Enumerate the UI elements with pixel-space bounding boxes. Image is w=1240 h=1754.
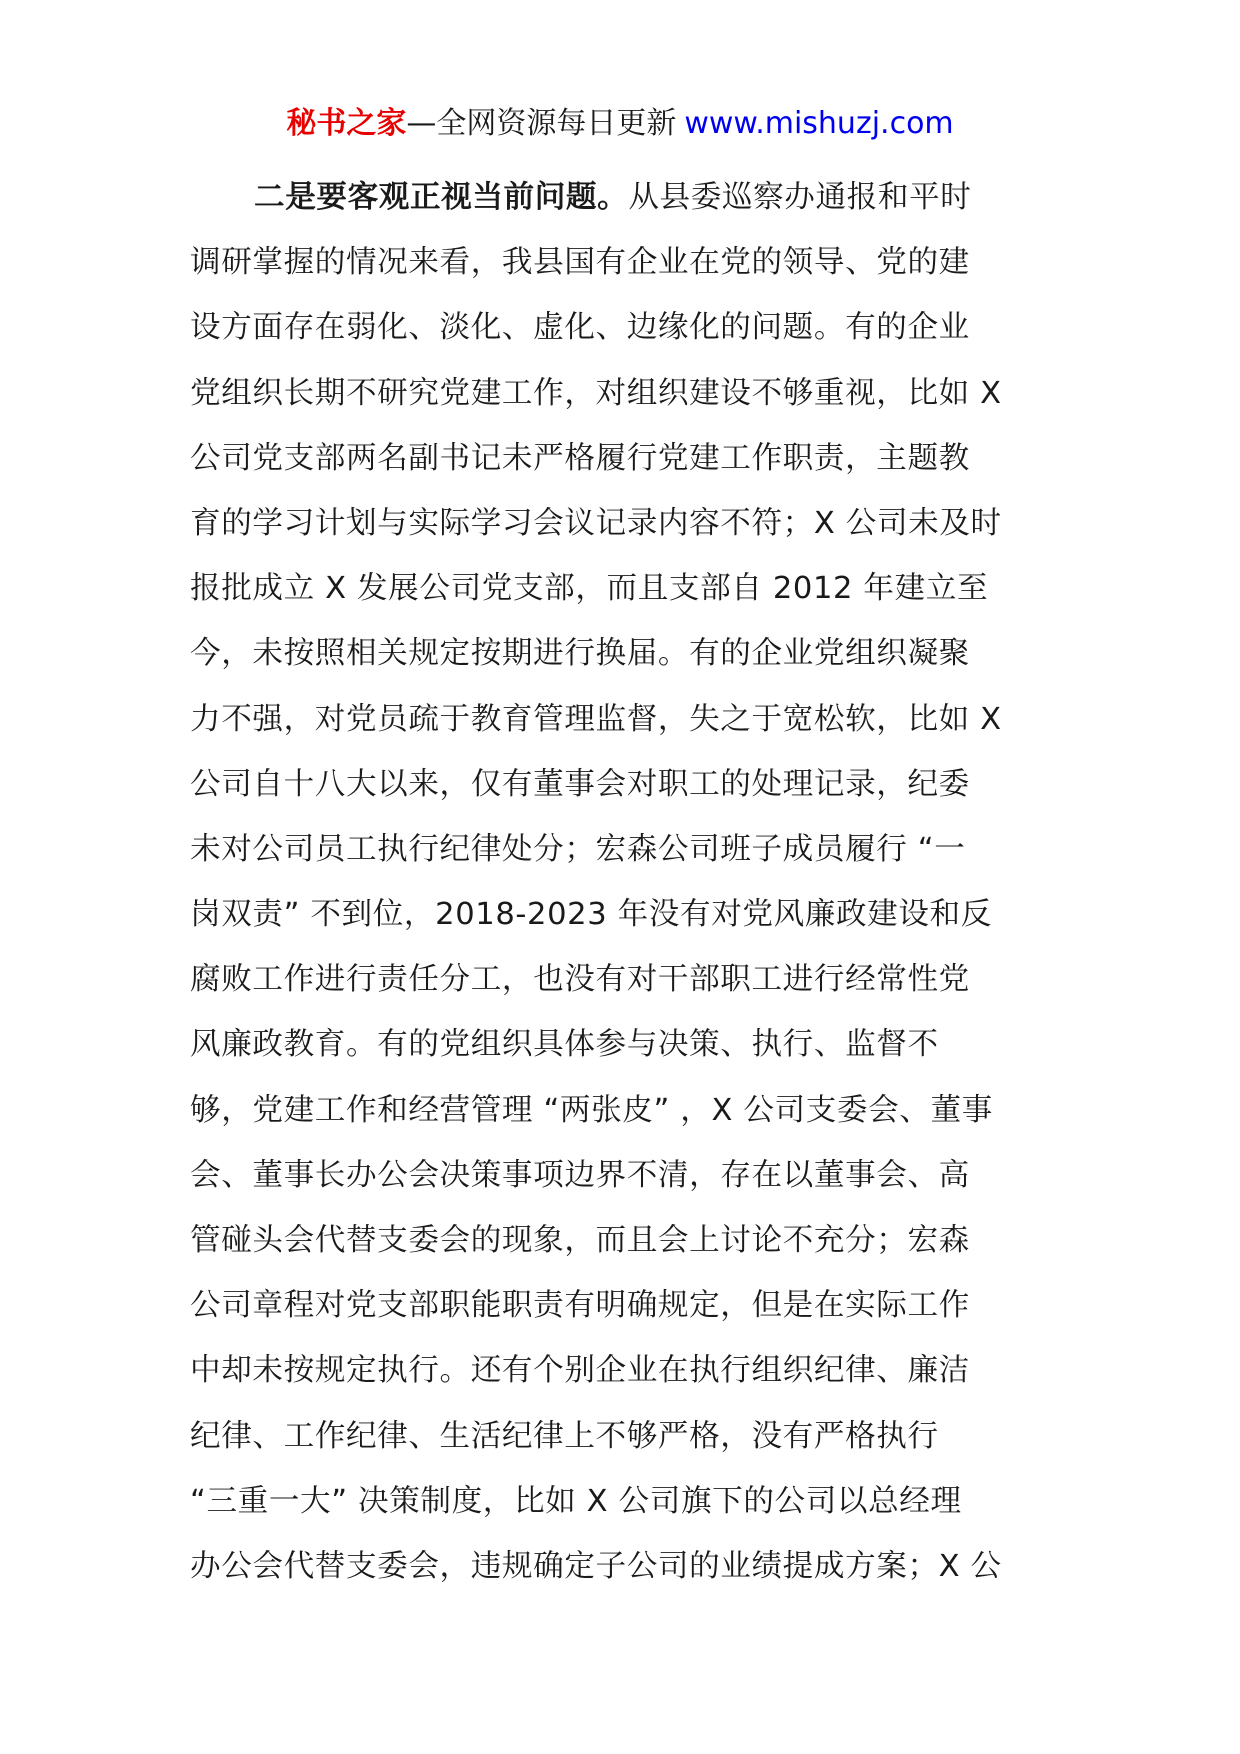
paragraph-line: 调研掌握的情况来看，我县国有企业在党的领导、党的建 (190, 245, 970, 281)
header-tagline: —全网资源每日更新 (406, 106, 677, 141)
paragraph-line: 会、董事长办公会决策事项边界不清，存在以董事会、高 (190, 1157, 970, 1193)
paragraph-line (190, 165, 1062, 230)
paragraph-line: 纪律、工作纪律、生活纪律上不够严格，没有严格执行 (190, 1418, 939, 1454)
paragraph-line: 党组织长期不研究党建工作，对组织建设不够重视，比如 X (190, 375, 1002, 411)
paragraph-line: “三重一大” 决策制度，比如 X 公司旗下的公司以总经理 (190, 1483, 962, 1519)
paragraph-line: 报批成立 X 发展公司党支部，而且支部自 2012 年建立至 (190, 571, 989, 607)
paragraph-line: 育的学习计划与实际学习会议记录内容不符；X 公司未及时 (190, 505, 1002, 541)
paragraph-line: 今，未按照相关规定按期进行换届。有的企业党组织凝聚 (190, 636, 970, 672)
paragraph-line: 腐败工作进行责任分工，也没有对干部职工进行经常性党 (190, 962, 970, 998)
paragraph-line: 公司自十八大以来，仅有董事会对职工的处理记录，纪委 (190, 766, 970, 802)
paragraph-line: 办公会代替支委会，违规确定子公司的业绩提成方案；X 公 (190, 1548, 1002, 1584)
site-url-link[interactable]: www.mishuzj.com (684, 106, 954, 141)
paragraph-line: 岗双责” 不到位，2018-2023 年没有对党风廉政建设和反 (190, 897, 992, 933)
paragraph-line: 中却未按规定执行。还有个别企业在执行组织纪律、廉洁 (190, 1353, 970, 1389)
document-body (190, 165, 1062, 1599)
page-header (0, 104, 1240, 144)
paragraph-line: 够，党建工作和经营管理 “两张皮” ，X 公司支委会、董事 (190, 1092, 993, 1128)
paragraph-line: 管碰头会代替支委会的现象，而且会上讨论不充分；宏森 (190, 1223, 970, 1258)
paragraph-line: 设方面存在弱化、淡化、虚化、边缘化的问题。有的企业 (190, 310, 970, 346)
paragraph-line: 未对公司员工执行纪律处分；宏森公司班子成员履行 “一 (190, 831, 966, 867)
paragraph-line: 风廉政教育。有的党组织具体参与决策、执行、监督不 (190, 1027, 939, 1063)
paragraph-line: 力不强，对党员疏于教育管理监督，失之于宽松软，比如 X (190, 701, 1002, 737)
paragraph-line: 公司章程对党支部职能职责有明确规定，但是在实际工作 (190, 1288, 970, 1324)
paragraph-line-text: 从县委巡察办通报和平时 (628, 180, 972, 215)
paragraph-lead: 二是要客观正视当前问题。 (254, 180, 629, 215)
paragraph-line: 公司党支部两名副书记未严格履行党建工作职责，主题教 (190, 440, 970, 476)
brand-name: 秘书之家 (286, 106, 407, 141)
